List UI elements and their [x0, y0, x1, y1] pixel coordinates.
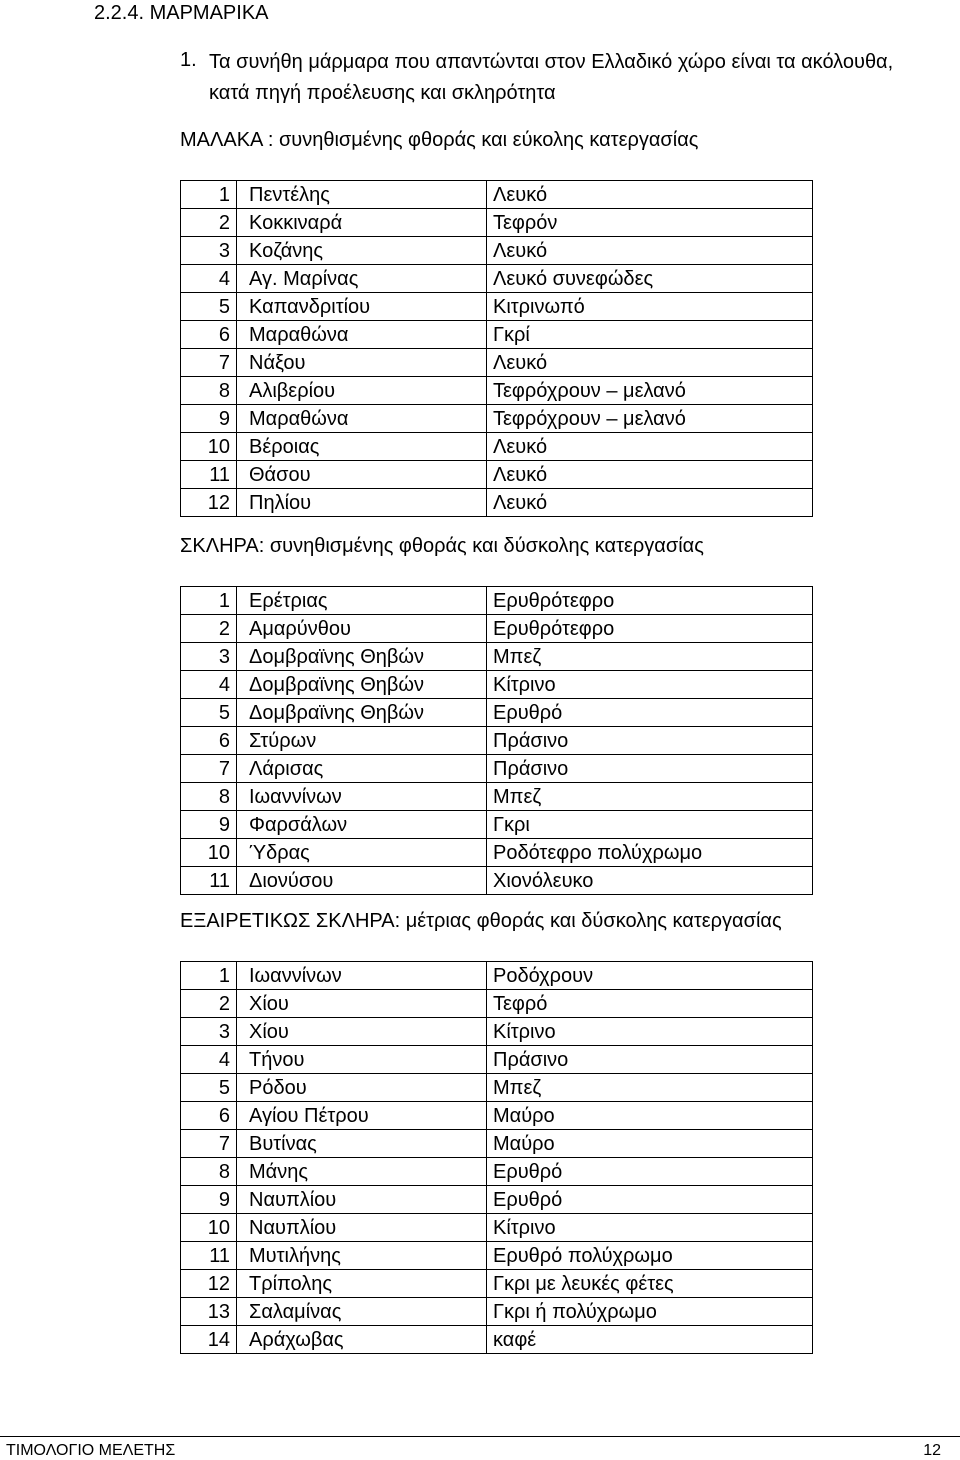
table-row [181, 1242, 813, 1270]
row-number: 8 [181, 1158, 237, 1186]
intro-paragraph: Τα συνήθη μάρμαρα που απαντώνται στον Ελλαδικό χώρο είναι τα ακόλουθα, κατά πηγή προέλευσης και σκληρότητα [209, 51, 894, 104]
marble-table-extra-hard [180, 961, 813, 1354]
row-number: 10 [181, 839, 237, 867]
marble-origin: Βέροιας [237, 433, 487, 461]
marble-origin: Πεντέλης [237, 181, 487, 209]
marble-color: Κίτρινο [487, 1214, 813, 1242]
marble-color: Μπεζ [487, 643, 813, 671]
marble-origin: Λάρισας [237, 755, 487, 783]
marble-origin: Πηλίου [237, 489, 487, 517]
marble-origin: Μάνης [237, 1158, 487, 1186]
marble-color: Χιονόλευκο [487, 867, 813, 895]
table-row [181, 962, 813, 990]
table-row [181, 265, 813, 293]
marble-color: Ερυθρό [487, 699, 813, 727]
category-heading-hard: ΣΚΛΗΡΑ: συνηθισμένης φθοράς και δύσκολης κατεργασίας [180, 535, 704, 557]
row-number: 3 [181, 237, 237, 265]
table-row [181, 671, 813, 699]
marble-origin: Ιωαννίνων [237, 962, 487, 990]
row-number: 6 [181, 321, 237, 349]
table-row [181, 237, 813, 265]
row-number: 9 [181, 405, 237, 433]
marble-color: Κιτρινωπό [487, 293, 813, 321]
marble-color: Γκρι [487, 811, 813, 839]
row-number: 7 [181, 755, 237, 783]
row-number: 5 [181, 699, 237, 727]
marble-color: Μπεζ [487, 783, 813, 811]
section-heading: 2.2.4. ΜΑΡΜΑΡΙΚΑ [94, 2, 269, 24]
table-row [181, 1074, 813, 1102]
row-number: 4 [181, 1046, 237, 1074]
marble-origin: Δομβραϊνης Θηβών [237, 643, 487, 671]
table-row [181, 839, 813, 867]
marble-color: Τεφρόχρουν – μελανό [487, 405, 813, 433]
table-row [181, 1102, 813, 1130]
table-row [181, 615, 813, 643]
marble-origin: Δομβραϊνης Θηβών [237, 699, 487, 727]
marble-origin: Μυτιλήνης [237, 1242, 487, 1270]
marble-color: Μαύρο [487, 1130, 813, 1158]
table-row [181, 783, 813, 811]
category-heading-soft: ΜΑΛΑΚΑ : συνηθισμένης φθοράς και εύκολης κατεργασίας [180, 129, 699, 151]
marble-origin: Ναυπλίου [237, 1186, 487, 1214]
marble-origin: Σαλαμίνας [237, 1298, 487, 1326]
marble-color: Γκρί [487, 321, 813, 349]
marble-color: Γκρι ή πολύχρωμο [487, 1298, 813, 1326]
marble-origin: Ναυπλίου [237, 1214, 487, 1242]
row-number: 8 [181, 377, 237, 405]
marble-color: Λευκό [487, 349, 813, 377]
row-number: 13 [181, 1298, 237, 1326]
row-number: 5 [181, 293, 237, 321]
marble-color: Κίτρινο [487, 1018, 813, 1046]
marble-origin: Ρόδου [237, 1074, 487, 1102]
marble-color: Ερυθρό [487, 1186, 813, 1214]
marble-origin: Φαρσάλων [237, 811, 487, 839]
marble-origin: Αγίου Πέτρου [237, 1102, 487, 1130]
marble-color: Ροδότεφρο πολύχρωμο [487, 839, 813, 867]
table-row [181, 489, 813, 517]
marble-color: Λευκό [487, 181, 813, 209]
marble-origin: Αγ. Μαρίνας [237, 265, 487, 293]
marble-origin: Μαραθώνα [237, 405, 487, 433]
marble-color: Τεφρό [487, 990, 813, 1018]
row-number: 14 [181, 1326, 237, 1354]
row-number: 2 [181, 615, 237, 643]
table-row [181, 1186, 813, 1214]
marble-color: Ερυθρό [487, 1158, 813, 1186]
marble-table-soft [180, 180, 813, 517]
table-row [181, 181, 813, 209]
footer-title: ΤΙΜΟΛΟΓΙΟ ΜΕΛΕΤΗΣ [6, 1442, 176, 1459]
table-row [181, 1214, 813, 1242]
marble-color: Πράσινο [487, 727, 813, 755]
marble-origin: Στύρων [237, 727, 487, 755]
marble-color: Λευκό [487, 237, 813, 265]
marble-origin: Ερέτριας [237, 587, 487, 615]
row-number: 3 [181, 643, 237, 671]
footer-divider [0, 1436, 960, 1437]
table-row [181, 1130, 813, 1158]
marble-origin: Βυτίνας [237, 1130, 487, 1158]
table-row [181, 433, 813, 461]
marble-origin: Μαραθώνα [237, 321, 487, 349]
marble-color: Μαύρο [487, 1102, 813, 1130]
marble-color: καφέ [487, 1326, 813, 1354]
marble-color: Γκρι με λευκές φέτες [487, 1270, 813, 1298]
row-number: 7 [181, 349, 237, 377]
row-number: 11 [181, 867, 237, 895]
marble-color: Λευκό [487, 489, 813, 517]
marble-color: Κίτρινο [487, 671, 813, 699]
row-number: 2 [181, 209, 237, 237]
row-number: 4 [181, 671, 237, 699]
table-row [181, 1046, 813, 1074]
marble-origin: Καπανδριτίου [237, 293, 487, 321]
table-row [181, 349, 813, 377]
row-number: 5 [181, 1074, 237, 1102]
marble-origin: Κοκκιναρά [237, 209, 487, 237]
row-number: 11 [181, 461, 237, 489]
marble-origin: Ύδρας [237, 839, 487, 867]
marble-color: Ερυθρότεφρο [487, 615, 813, 643]
row-number: 11 [181, 1242, 237, 1270]
marble-color: Λευκό [487, 433, 813, 461]
row-number: 10 [181, 1214, 237, 1242]
marble-color: Μπεζ [487, 1074, 813, 1102]
marble-color: Λευκό συνεφώδες [487, 265, 813, 293]
marble-origin: Αράχωβας [237, 1326, 487, 1354]
table-row [181, 293, 813, 321]
marble-origin: Δομβραϊνης Θηβών [237, 671, 487, 699]
marble-color: Ροδόχρουν [487, 962, 813, 990]
marble-color: Τεφρόχρουν – μελανό [487, 377, 813, 405]
category-heading-extra-hard: ΕΞΑΙΡΕΤΙΚΩΣ ΣΚΛΗΡΑ: μέτριας φθοράς και δύσκολης κατεργασίας [180, 910, 782, 932]
marble-origin: Ιωαννίνων [237, 783, 487, 811]
page-number: 12 [923, 1442, 941, 1459]
marble-color: Τεφρόν [487, 209, 813, 237]
marble-color: Λευκό [487, 461, 813, 489]
table-row [181, 587, 813, 615]
row-number: 6 [181, 727, 237, 755]
table-row [181, 811, 813, 839]
table-row [181, 727, 813, 755]
table-row [181, 209, 813, 237]
table-row [181, 1158, 813, 1186]
marble-origin: Αλιβερίου [237, 377, 487, 405]
row-number: 6 [181, 1102, 237, 1130]
table-row [181, 1270, 813, 1298]
row-number: 7 [181, 1130, 237, 1158]
marble-origin: Κοζάνης [237, 237, 487, 265]
row-number: 1 [181, 962, 237, 990]
marble-origin: Νάξου [237, 349, 487, 377]
table-row [181, 321, 813, 349]
row-number: 1 [181, 587, 237, 615]
table-row [181, 377, 813, 405]
table-row [181, 699, 813, 727]
marble-origin: Χίου [237, 1018, 487, 1046]
marble-color: Πράσινο [487, 755, 813, 783]
table-row [181, 643, 813, 671]
row-number: 12 [181, 1270, 237, 1298]
row-number: 12 [181, 489, 237, 517]
table-row [181, 755, 813, 783]
table-row [181, 867, 813, 895]
marble-origin: Τήνου [237, 1046, 487, 1074]
row-number: 4 [181, 265, 237, 293]
table-row [181, 1326, 813, 1354]
marble-origin: Διονύσου [237, 867, 487, 895]
table-row [181, 990, 813, 1018]
row-number: 3 [181, 1018, 237, 1046]
marble-color: Πράσινο [487, 1046, 813, 1074]
row-number: 9 [181, 811, 237, 839]
marble-origin: Τρίπολης [237, 1270, 487, 1298]
table-row [181, 1018, 813, 1046]
marble-origin: Αμαρύνθου [237, 615, 487, 643]
marble-origin: Χίου [237, 990, 487, 1018]
table-row [181, 405, 813, 433]
table-row [181, 1298, 813, 1326]
item-number: 1. [180, 49, 197, 71]
marble-origin: Θάσου [237, 461, 487, 489]
marble-color: Ερυθρό πολύχρωμο [487, 1242, 813, 1270]
row-number: 2 [181, 990, 237, 1018]
table-row [181, 461, 813, 489]
row-number: 1 [181, 181, 237, 209]
row-number: 8 [181, 783, 237, 811]
row-number: 9 [181, 1186, 237, 1214]
marble-table-hard [180, 586, 813, 895]
marble-color: Ερυθρότεφρο [487, 587, 813, 615]
row-number: 10 [181, 433, 237, 461]
